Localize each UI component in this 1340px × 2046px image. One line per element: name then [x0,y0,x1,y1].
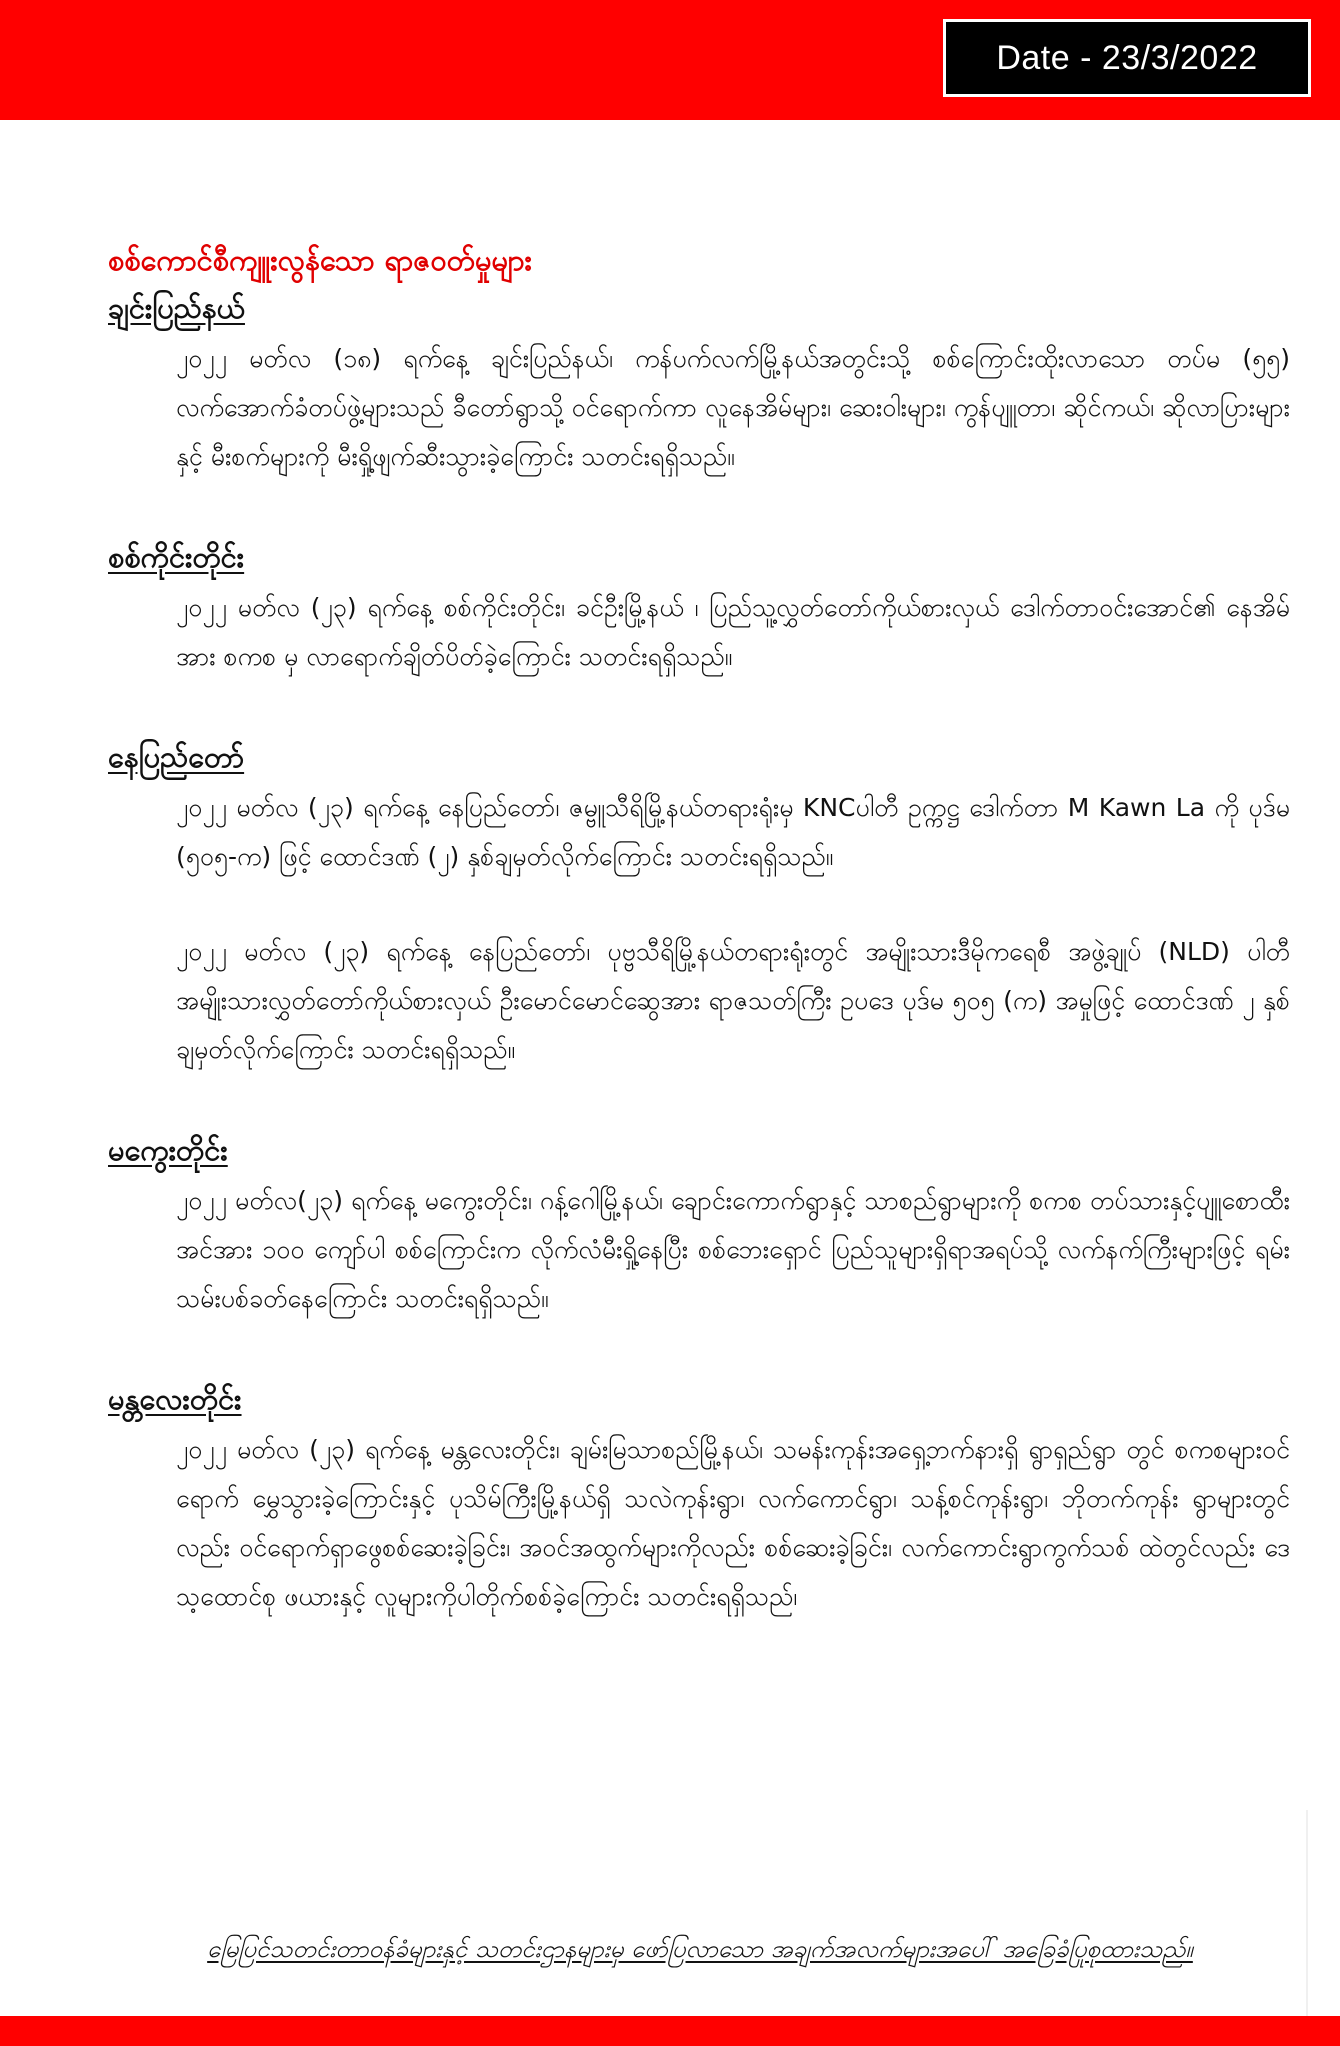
section-heading: နေပြည်တော် [108,740,245,774]
section-paragraph: ၂၀၂၂ မတ်လ (၂၃) ရက်နေ့ နေပြည်တော်၊ ပုဗ္ဗသီရိမြို့နယ်တရားရုံးတွင် အမျိုးသားဒီမိုကရေစီ အဖွဲ့ချုပ် (NLD) ပါတီ အမျိုးသားလွှတ်တော်ကိုယ်စားလှယ် ဦးမောင်မောင်ဆွေအား ရာဇသတ်ကြီး ဥပဒေ ပုဒ်မ ၅၀၅ (က) အမှုဖြင့် ထောင်ဒဏ် ၂ နှစ်ချမှတ်လိုက်ကြောင်း သတင်းရရှိသည်။ [176,937,1290,1064]
section-heading: စစ်ကိုင်းတိုင်း [108,540,245,574]
section-paragraph: ၂၀၂၂ မတ်လ (၂၃) ရက်နေ့ နေပြည်တော်၊ ဇမ္ဗူသီရိမြို့နယ်တရားရုံးမှ KNCပါတီ ဥက္ကဋ္ဌ ဒေါက်တာ M Kawn La ကို ပုဒ်မ (၅၀၅-က) ဖြင့် ထောင်ဒဏ် (၂) နှစ်ချမှတ်လိုက်ကြောင်း သတင်းရရှိသည်။ [176,793,1290,871]
date-label: Date - 23/3/2022 [943,19,1311,97]
section-paragraph: ၂၀၂၂ မတ်လ (၂၃) ရက်နေ့ မန္တလေးတိုင်း၊ ချမ်းမြသာစည်မြို့နယ်၊ သမန်းကုန်းအရှေ့ဘက်နားရှိ ရွာရှည်ရွာ တွင် စကစများဝင်ရောက် မွှေသွားခဲ့ကြောင်းနှင့် ပုသိမ်ကြီးမြို့နယ်ရှိ သလဲကုန်းရွာ၊ လက်ကောင်ရွာ၊ သန့်စင်ကုန်းရွာ၊ ဘိုတက်ကုန်း ရွာများတွင်လည်း ဝင်ရောက်ရှာဖွေစစ်ဆေးခဲ့ခြင်း၊ အဝင်အထွက်များကိုလည်း စစ်ဆေးခဲ့ခြင်း၊ လက်ကောင်းရွာကွက်သစ် ထဲတွင်လည်း ဒေသ့ထောင်စု ဖယားနှင့် လူများကိုပါတိုက်စစ်ခဲ့ကြောင်း သတင်းရရှိသည်၊ [176,1435,1290,1611]
report-title: စစ်ကောင်စီကျူးလွန်သော ရာဇဝတ်မှုများ [108,243,532,277]
page-edge-line [1306,1810,1308,2016]
source-note: မြေပြင်သတင်းတာဝန်ခံများနှင့် သတင်းဌာနများမှ ဖော်ပြလာသော အချက်အလက်များအပေါ် အခြေခံပြုစုထားသည်။ [207,1935,1193,1963]
section-paragraph: ၂၀၂၂ မတ်လ (၁၈) ရက်နေ့ ချင်းပြည်နယ်၊ ကန်ပက်လက်မြို့နယ်အတွင်းသို့ စစ်ကြောင်းထိုးလာသော တပ်မ (၅၅) လက်အောက်ခံတပ်ဖွဲ့များသည် ခီတော်ရွာသို့ ဝင်ရောက်ကာ လူနေအိမ်များ၊ ဆေးဝါးများ၊ ကွန်ပျူတာ၊ ဆိုင်ကယ်၊ ဆိုလာပြားများနှင့် မီးစက်များကို မီးရှို့ဖျက်ဆီးသွားခဲ့ကြောင်း သတင်းရရှိသည်။ [176,344,1290,471]
section-paragraph: ၂၀၂၂ မတ်လ (၂၃) ရက်နေ့ စစ်ကိုင်းတိုင်း၊ ခင်ဦးမြို့နယ် ၊ ပြည်သူ့လွှတ်တော်ကိုယ်စားလှယ် ဒေါက်တာဝင်းအောင်၏ နေအိမ်အား စကစ မှ လာရောက်ချိတ်ပိတ်ခဲ့ကြောင်း သတင်းရရှိသည်။ [176,593,1290,671]
section-heading: မန္တလေးတိုင်း [108,1382,242,1416]
section-magway-region [108,1126,1290,1323]
section-mandalay-region [108,1375,1290,1621]
footer-band [0,2016,1340,2046]
section-paragraph: ၂၀၂၂ မတ်လ(၂၃) ရက်နေ့ မကွေးတိုင်း၊ ဂန့်ဂေါမြို့နယ်၊ ချောင်းကောက်ရွာနှင့် သာစည်ရွာများကို စကစ တပ်သားနှင့်ပျူစောထီး အင်အား ၁၀၀ ကျော်ပါ စစ်ကြောင်းက လိုက်လံမီးရှို့နေပြီး စစ်ဘေးရှောင် ပြည်သူများရှိရာအရပ်သို့ လက်နက်ကြီးများဖြင့် ရမ်းသမ်းပစ်ခတ်နေကြောင်း သတင်းရရှိသည်။ [176,1186,1290,1313]
section-heading: ချင်းပြည်နယ် [108,291,245,325]
section-heading: မကွေးတိုင်း [108,1133,228,1167]
section-chin-state [108,284,1290,481]
report-body [108,238,1290,1673]
section-naypyitaw [108,733,1290,1074]
section-sagaing-region [108,533,1290,681]
